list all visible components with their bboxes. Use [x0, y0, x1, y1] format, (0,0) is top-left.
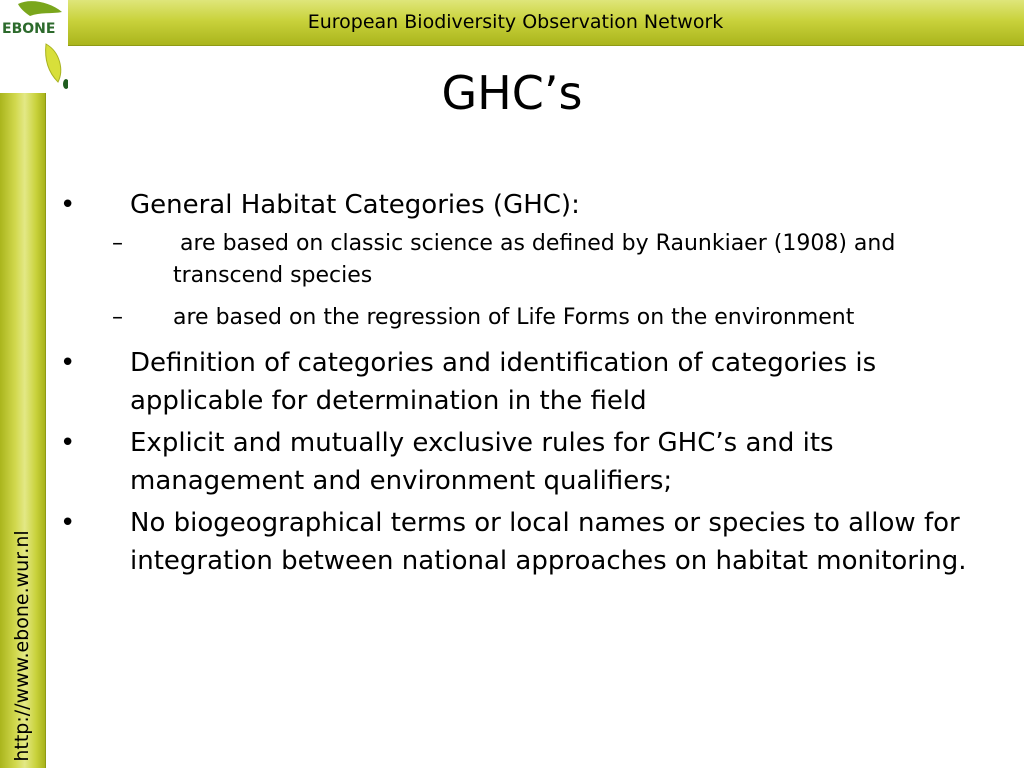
bullet-list [60, 186, 980, 584]
bullet-item [60, 186, 980, 224]
bullet-marker: • [60, 428, 76, 458]
bullet-marker: • [60, 190, 76, 220]
bullet-marker: • [60, 348, 76, 378]
bullet-item [60, 504, 980, 580]
dash-marker: – [112, 305, 123, 330]
sub-bullet-item [60, 302, 980, 334]
header-bar [68, 0, 1024, 46]
dash-marker: – [112, 231, 123, 256]
logo-text: EBONE [2, 21, 56, 37]
sub-bullet-text: are based on the regression of Life Forms on the environment [173, 305, 855, 330]
bullet-text: General Habitat Categories (GHC): [130, 190, 580, 220]
sub-bullet-text: are based on classic science as defined by Raunkiaer (1908) and transcend species [173, 231, 903, 288]
sidebar-url[interactable]: http://www.ebone.wur.nl [11, 530, 33, 762]
bullet-item [60, 344, 980, 420]
bullet-text: Explicit and mutually exclusive rules for GHC’s and its management and environment qualifiers; [130, 428, 834, 496]
bullet-item [60, 424, 980, 500]
sidebar-bar [0, 93, 46, 768]
bullet-text: No biogeographical terms or local names or species to allow for integration between national approaches on habitat monitoring. [130, 508, 967, 576]
sub-bullet-item [60, 228, 980, 292]
header-title: European Biodiversity Observation Network [307, 11, 724, 33]
slide-title: GHC’s [441, 66, 583, 120]
bullet-marker: • [60, 508, 76, 538]
bullet-text: Definition of categories and identification of categories is applicable for determination in the field [130, 348, 877, 416]
